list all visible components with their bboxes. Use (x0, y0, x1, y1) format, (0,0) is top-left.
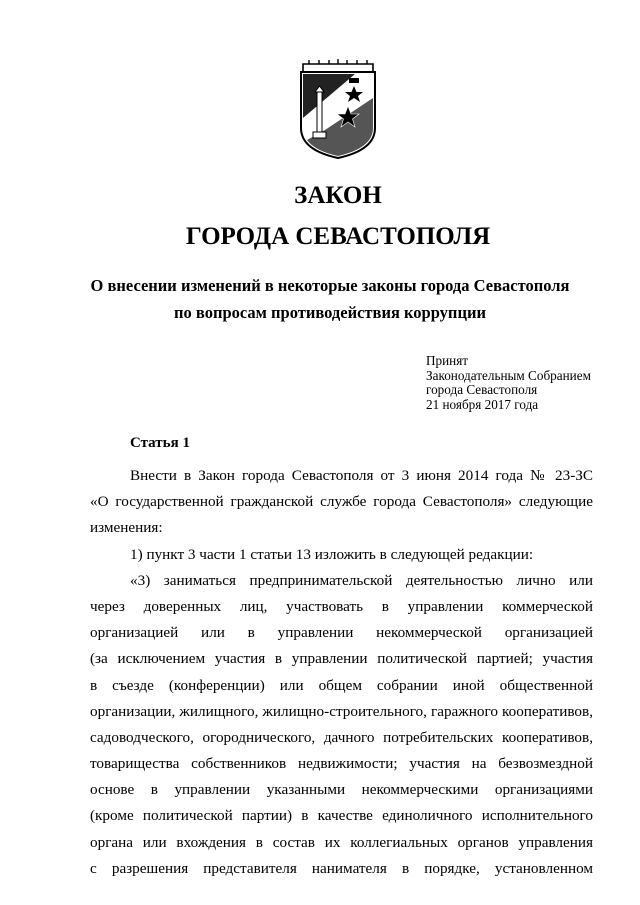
body-line: с разрешения представителя нанимателя в порядке, установленном (90, 859, 593, 877)
document-title: ЗАКОН (294, 182, 382, 209)
body-line: в съезде (конференции) или общем собрании иной общественной (90, 676, 593, 694)
adoption-date: 21 ноября 2017 года (426, 396, 539, 412)
body-line: основе в управлении указанными некоммерческими организациями (90, 781, 593, 799)
document-title-city: ГОРОДА СЕВАСТОПОЛЯ (185, 223, 491, 250)
document-body (90, 463, 593, 882)
body-line: организации, жилищного, жилищно-строительного, гаражного кооперативов, (90, 702, 593, 720)
body-line: (кроме политической партии) в качестве единоличного исполнительного (90, 807, 593, 825)
adoption-note-line: Законодательным Собранием (426, 367, 591, 383)
body-line: Внести в Закон города Севастополя от 3 июня 2014 года № 23-ЗС (130, 467, 593, 484)
body-line: «О государственной гражданской службе города Севастополя» следующие (90, 493, 593, 511)
adoption-note-line: Принят (426, 353, 469, 368)
body-line: изменения: (90, 519, 163, 537)
body-line: через доверенных лиц, участвовать в управлении коммерческой (90, 597, 593, 615)
body-line: органа или вхождения в состав их коллегиальных органов управления (90, 833, 593, 851)
law-subject-line-1: О внесении изменений в некоторые законы города Севастополя (90, 276, 570, 295)
body-line: «3) заниматься предпринимательской деятельностью лично или (130, 571, 593, 589)
adoption-note (426, 354, 591, 412)
adoption-note-line: города Севастополя (426, 382, 538, 398)
body-line: (за исключением участия в управлении политической партией; участия (90, 650, 593, 668)
body-line: товарищества собственников недвижимости; участия на безвозмездной (90, 755, 593, 773)
sevastopol-coat-of-arms (295, 58, 381, 160)
body-line: садоводческого, огороднического, дачного потребительских кооперативов, (90, 728, 593, 746)
body-line: 1) пункт 3 части 1 статьи 13 изложить в следующей редакции: (130, 545, 534, 563)
law-subject-line-2: по вопросам противодействия коррупции (174, 303, 486, 322)
article-heading: Статья 1 (130, 435, 190, 451)
body-line: организацией или в управлении некоммерческой организацией (90, 624, 593, 642)
